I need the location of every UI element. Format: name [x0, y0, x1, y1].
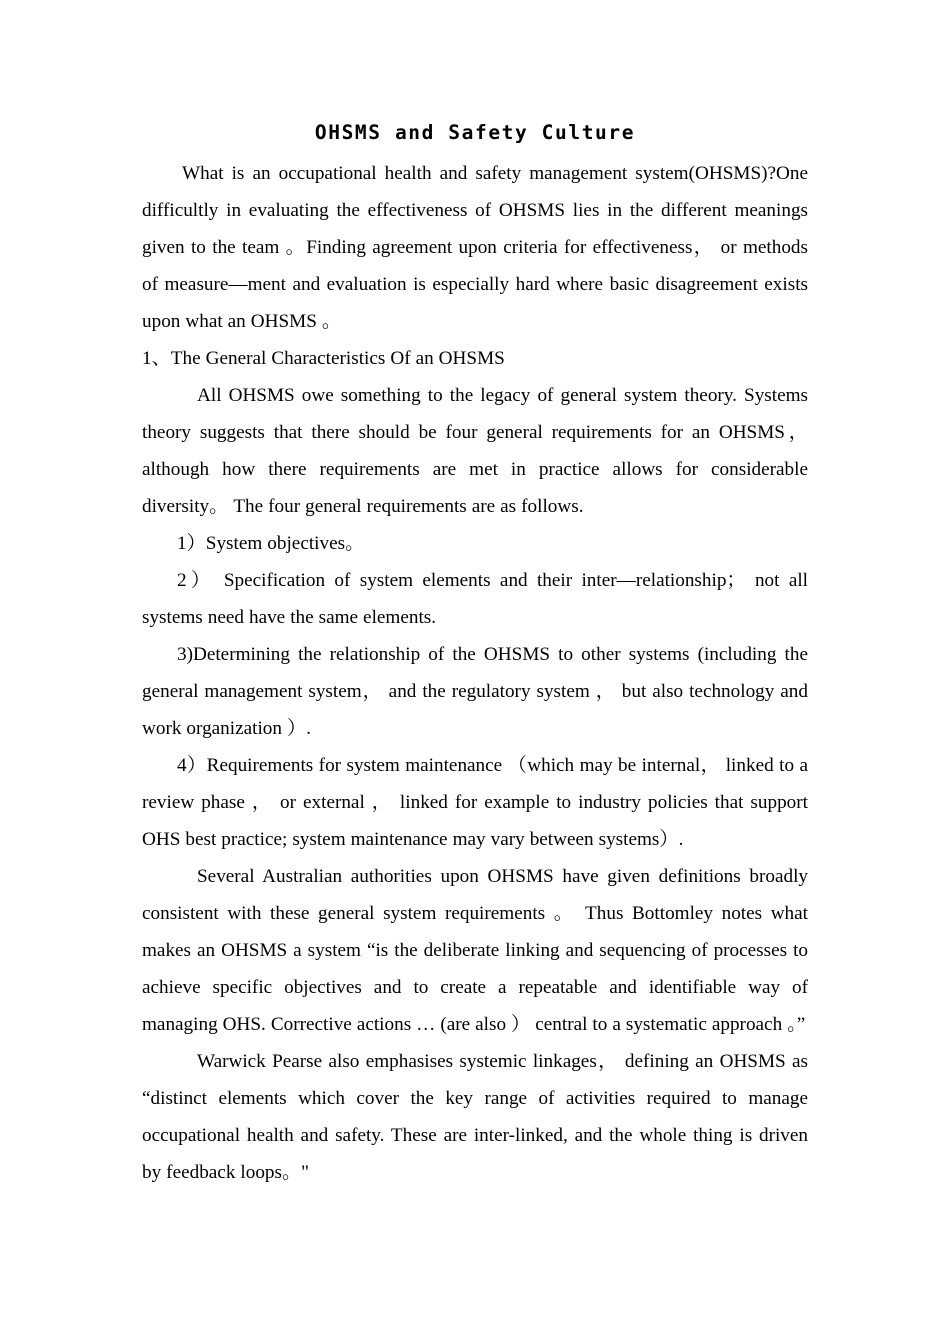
list-item-requirement-2: 2） Specification of system elements and their inter—relationship； not all systems need have the same elements. [142, 570, 808, 628]
paragraph-intro: What is an occupational health and safety management system(OHSMS)?One difficultly in evaluating the effectiveness of OHSMS lies in the different meanings given to the team 。Finding agreement upon criteria for effectiveness， or methods of measure—ment and evaluation is especially hard where basic disagreement exists upon what an OHSMS 。 [142, 163, 808, 332]
paragraph-systems-theory: All OHSMS owe something to the legacy of general system theory. Systems theory suggests that there should be four general requirements for an OHSMS，although how there requirements are met in practice allows for considerable diversity。 The four general requirements are as follows. [142, 385, 808, 517]
document-body [142, 118, 808, 1191]
list-item-requirement-3: 3)Determining the relationship of the OHSMS to other systems (including the general management system， and the regulatory system ， but also technology and work organization ）. [142, 644, 808, 739]
paragraph-warwick-pearse: Warwick Pearse also emphasises systemic linkages， defining an OHSMS as “distinct elements which cover the key range of activities required to manage occupational health and safety. These are inter-linked, and the whole thing is driven by feedback loops。" [142, 1051, 808, 1183]
list-item-requirement-1: 1）System objectives。 [177, 533, 365, 554]
list-item-requirement-4: 4）Requirements for system maintenance （which may be internal， linked to a review phase ， or external ， linked for example to industry policies that support OHS best practice; system maintenance may vary between systems）. [142, 755, 808, 850]
heading-section-1: 1、The General Characteristics Of an OHSMS [142, 348, 505, 369]
paragraph-bottomley-definition: Several Australian authorities upon OHSMS have given definitions broadly consistent with these general system requirements 。 Thus Bottomley notes what makes an OHSMS a system “is the deliberate linking and sequencing of processes to achieve specific objectives and to create a repeatable and identifiable way of managing OHS. Corrective actions … (are also ） central to a systematic approach 。” [142, 866, 808, 1035]
page-title: OHSMS and Safety Culture [314, 121, 636, 144]
